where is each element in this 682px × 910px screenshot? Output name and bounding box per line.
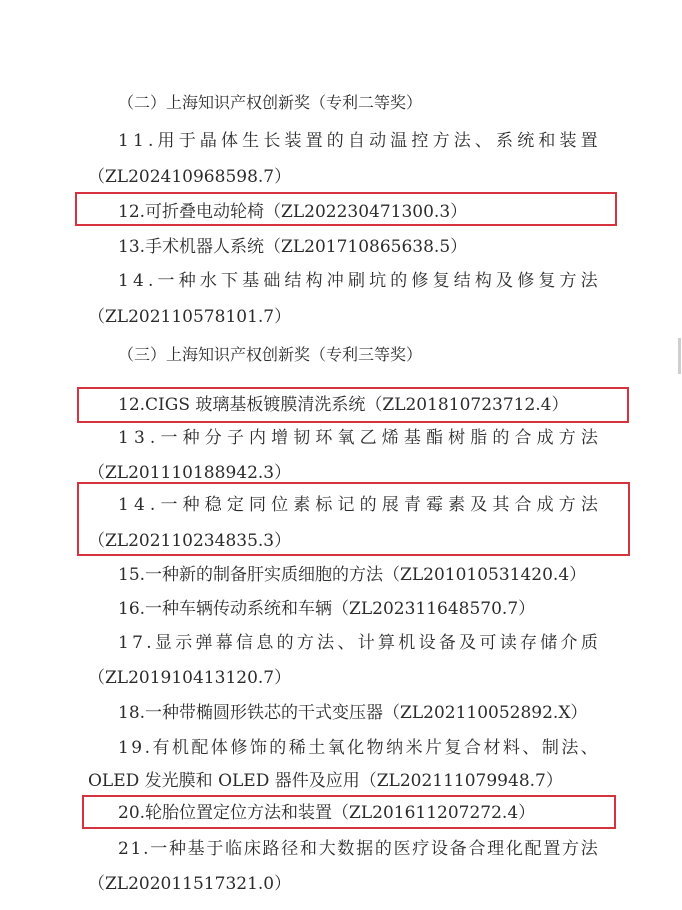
page-edge-mark	[678, 338, 681, 374]
section-heading-3: （三）上海知识产权创新奖（专利三等奖）	[118, 345, 423, 364]
patent-item-21-line1: 2 1 . 一 种 基 于 临 床 路 径 和 大 数 据 的 医 疗 设 备 合 理 化 配 置 方 法	[118, 839, 598, 859]
patent-item-13: 13.手术机器人系统（ZL201710865638.5）	[118, 237, 468, 257]
patent-item-20: 20.轮胎位置定位方法和装置（ZL201611207272.4）	[118, 803, 536, 823]
patent-item-11-line1: 1 1 . 用 于 晶 体 生 长 装 置 的 自 动 温 控 方 法 、 系 统 和 装 置	[118, 131, 598, 151]
patent-item-16: 16.一种车辆传动系统和车辆（ZL202311648570.7）	[118, 599, 536, 619]
patent-item-12: 12.可折叠电动轮椅（ZL202230471300.3）	[118, 202, 468, 222]
patent-item-18: 18.一种带椭圆形铁芯的干式变压器（ZL202110052892.X）	[118, 703, 588, 723]
patent-item-17-line2: （ZL201910413120.7）	[88, 668, 292, 688]
patent-item-17-line1: 1 7 . 显 示 弹 幕 信 息 的 方 法 、 计 算 机 设 备 及 可 读 存 储 介 质	[118, 633, 598, 653]
patent-item-19-line1: 1 9 . 有 机 配 体 修 饰 的 稀 土 氧 化 物 纳 米 片 复 合 材 料 、 制 法 、	[118, 738, 598, 758]
patent-item-13b-line1: 1 3 . 一 种 分 子 内 增 韧 环 氧 乙 烯 基 酯 树 脂 的 合 成 方 法	[118, 428, 598, 448]
patent-item-14-line2: （ZL202110578101.7）	[88, 307, 292, 327]
section-heading-2: （二）上海知识产权创新奖（专利二等奖）	[118, 93, 423, 112]
patent-item-13b-line2: （ZL201110188942.3）	[88, 463, 292, 483]
patent-item-21-line2: （ZL202011517321.0）	[88, 874, 292, 894]
patent-item-15: 15.一种新的制备肝实质细胞的方法（ZL201010531420.4）	[118, 565, 587, 585]
patent-item-14b-line2: （ZL202110234835.3）	[88, 531, 292, 551]
patent-item-19-line2: OLED 发光膜和 OLED 器件及应用（ZL202111079948.7）	[88, 771, 563, 791]
patent-item-14-line1: 1 4 . 一 种 水 下 基 础 结 构 冲 刷 坑 的 修 复 结 构 及 修 复 方 法	[118, 271, 598, 291]
patent-item-14b-line1: 1 4 . 一 种 稳 定 同 位 素 标 记 的 展 青 霉 素 及 其 合 成 方 法	[118, 495, 598, 515]
patent-item-12b: 12.CIGS 玻璃基板镀膜清洗系统（ZL201810723712.4）	[118, 395, 569, 415]
patent-item-11-line2: （ZL202410968598.7）	[88, 167, 292, 187]
